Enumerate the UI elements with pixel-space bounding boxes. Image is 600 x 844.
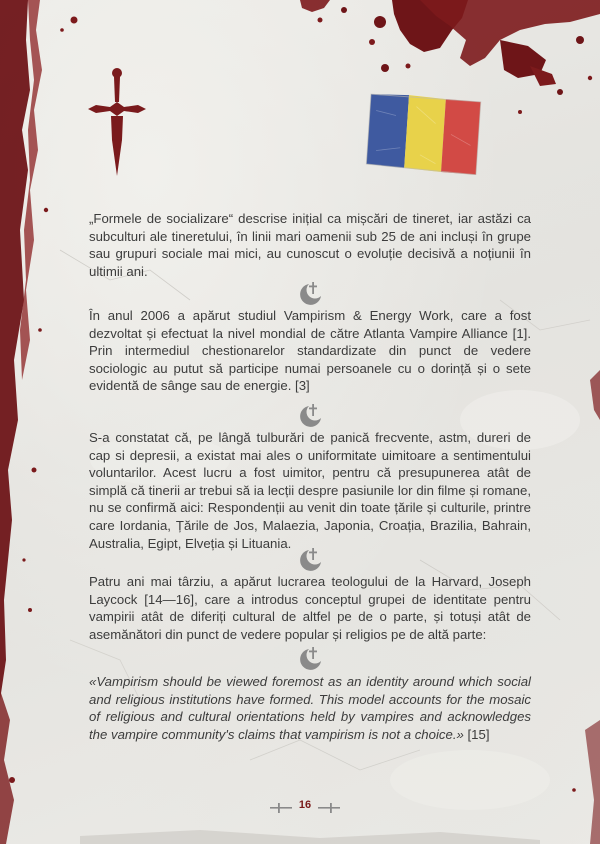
moon-cross-divider-icon [296, 281, 324, 307]
laycock-quote [89, 673, 531, 743]
cross-dagger-icon [86, 66, 148, 178]
page-number-footer [270, 798, 340, 818]
dagger-ornament-icon [318, 802, 340, 814]
paragraph-study: În anul 2006 a apărut studiul Vampirism & Energy Work, care a fost dezvoltat și efectuat la nivel mondial de către Atlanta Vampire Alliance [1]. Prin intermediul chestionarelor standardizate din punct de vedere sociologic au putut să participe numai persoanele cu o dorință și o sete evidentă de sânge sau de energie. [3] [89, 308, 531, 394]
paragraph-laycock: Patru ani mai târziu, a apărut lucrarea teologului de la Harvard, Joseph Laycock [14—16], care a introdus conceptul grupei de identitate pentru vampirii atât de diferiți cultural de altfel pe de o parte, și totuși atât de asemănători din punct de vedere popular și religios pe de altă parte: [89, 574, 531, 642]
paragraph-intro: „Formele de socializare“ descrise inițial ca mișcări de tineret, iar astăzi ca subculturi ale tineretului, în linii mari oamenii sub 25 de ani incluși în grupe sau grupuri sociale mai mici, au cunoscut o evoluție decisivă a noțiunii în ultimii ani. [89, 211, 531, 279]
moon-cross-divider-icon [296, 646, 324, 672]
moon-cross-divider-icon [296, 403, 324, 429]
paragraph-findings: S-a constatat că, pe lângă tulburări de panică frecvente, astm, dureri de cap si depresii, a existat mai ales o uniformitate uimitoare a sentimentului voluntarilor. Acest lucru a fost uimitor, pentru că presupunerea atât de simplă că tinerii ar trebui să ia lecții despre pasiunile lor din filme și romane, nu se confirmă aici: Respondenții au venit din toate țările și culturile, printre care Iordania, Țările de Jos, Malaezia, Japonia, Croația, Brazilia, Bahrain, Australia, Egipt, Elveția și Lituania. [89, 430, 531, 551]
romania-flag-icon [365, 93, 483, 175]
page-number: 16 [298, 799, 312, 811]
quote-citation: [15] [467, 726, 490, 742]
quote-text: «Vampirism should be viewed foremost as an identity around which social and religious institutions have formed. This model accounts for the mosaic of religious and cultural orientations held by vampires and acknowledges the vampire community's claims that vampirism is not a choice.» [89, 674, 531, 742]
moon-cross-divider-icon [296, 547, 324, 573]
